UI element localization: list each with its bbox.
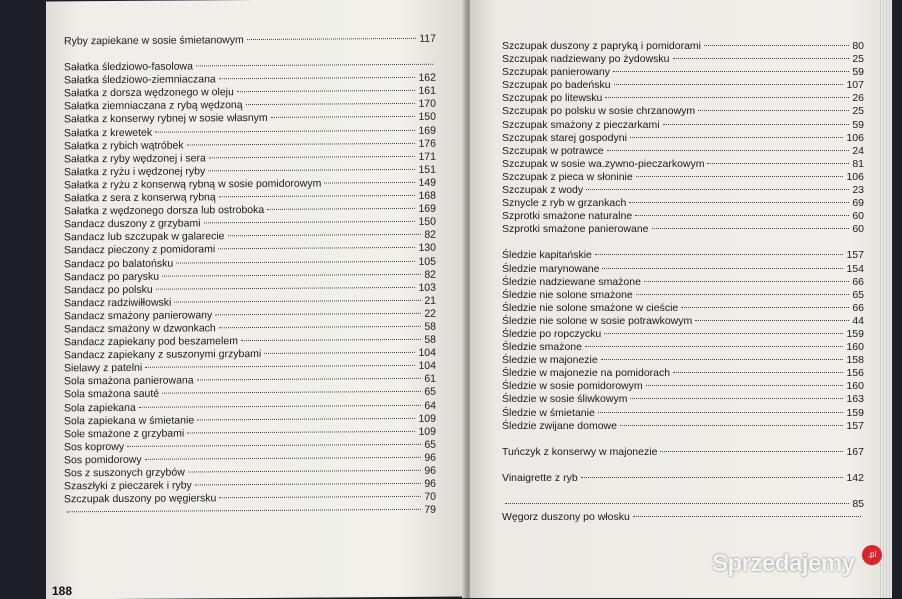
- entry-title: Śledzie kapitańskie: [502, 249, 592, 262]
- entry-title: Sałatka ziemniaczana z rybą wędzoną: [64, 99, 243, 113]
- entry-page: 44: [852, 314, 864, 327]
- entry-page: 69: [852, 197, 864, 210]
- entry-page: 96: [424, 464, 436, 477]
- index-entry: [502, 407, 864, 420]
- entry-page: 21: [424, 294, 436, 307]
- entry-page: 64: [424, 399, 436, 412]
- section-gap: [502, 433, 864, 446]
- index-entry: [502, 446, 864, 459]
- entry-page: 60: [852, 223, 864, 236]
- entry-title: Sandacz zapiekany z suszonymi grzybami: [64, 348, 262, 362]
- index-entry: [502, 511, 864, 524]
- dot-leader: [707, 162, 849, 164]
- dot-leader: [630, 136, 844, 138]
- right-page: [470, 0, 892, 598]
- entry-title: Sałatka śledziowo-fasolowa: [64, 60, 193, 74]
- entry-page: 163: [846, 393, 864, 406]
- entry-page: 158: [846, 354, 864, 367]
- index-entry: [502, 276, 864, 289]
- dot-leader: [264, 351, 415, 354]
- entry-page: 104: [418, 359, 436, 373]
- dot-leader: [187, 142, 416, 146]
- index-entry: [502, 393, 864, 406]
- dot-leader: [630, 397, 843, 399]
- index-entry: [502, 341, 864, 354]
- entry-title: Śledzie w majonezie: [502, 354, 598, 367]
- entry-page: 157: [846, 419, 864, 432]
- entry-title: Sos koprowy: [64, 440, 125, 454]
- dot-leader: [586, 188, 849, 190]
- index-entry: [502, 223, 864, 236]
- dot-leader: [145, 364, 415, 368]
- entry-title: Sałatka z dorsza wędzonego w oleju: [64, 86, 234, 100]
- entry-page: 159: [846, 327, 864, 340]
- dot-leader: [208, 168, 415, 171]
- dot-leader: [197, 377, 422, 381]
- dot-leader: [187, 430, 415, 434]
- entry-page: 66: [852, 301, 864, 314]
- dot-leader: [219, 325, 422, 328]
- entry-title: Szczupak duszony po węgiersku: [64, 492, 217, 506]
- entry-title: Sandacz duszony z grzybami: [64, 217, 201, 231]
- entry-page: 169: [418, 202, 436, 215]
- watermark-logo: Sprzedajemy: [712, 550, 855, 577]
- dot-leader: [644, 280, 849, 282]
- index-entry: [502, 53, 864, 66]
- index-entry: [502, 498, 864, 511]
- entry-page: 103: [418, 281, 436, 294]
- index-entry: [64, 504, 436, 520]
- dot-leader: [635, 214, 849, 216]
- index-entry: [502, 315, 864, 328]
- entry-page: 23: [852, 184, 864, 197]
- entry-title: Tuńczyk z konserwy w majonezie: [502, 445, 658, 458]
- entry-page: 26: [852, 92, 864, 105]
- entry-page: 162: [418, 71, 436, 85]
- entry-title: Sznycle z ryb w grzankach: [502, 197, 627, 210]
- entry-page: 96: [424, 477, 436, 490]
- entry-title: Śledzie w sosie śliwkowym: [502, 393, 628, 406]
- entry-title: Szczupak po badeńsku: [502, 79, 611, 92]
- section-gap: [502, 459, 864, 472]
- entry-title: Szczupak panierowany: [502, 66, 610, 79]
- entry-page: 150: [418, 111, 436, 124]
- index-entry: [502, 472, 864, 485]
- entry-page: 82: [424, 268, 436, 281]
- entry-title: Szczupak z wody: [502, 184, 584, 197]
- entry-title: Sandacz radziwiłłowski: [64, 296, 172, 310]
- entry-title: Śledzie nie solone smażone: [502, 288, 633, 301]
- dot-leader: [155, 128, 415, 132]
- dot-leader: [652, 227, 850, 229]
- index-entry: [502, 158, 864, 171]
- index-entry: [502, 302, 864, 315]
- dot-leader: [595, 253, 844, 255]
- dot-leader: [613, 70, 849, 72]
- entry-page: 160: [846, 341, 864, 354]
- entry-page: 161: [418, 85, 436, 98]
- entry-title: Sola zapiekana w śmietanie: [64, 414, 195, 427]
- index-entry: [502, 367, 864, 380]
- entry-page: 169: [418, 124, 436, 137]
- index-entry: [502, 420, 864, 433]
- entry-title: Sandacz pieczony z pomidorami: [64, 243, 216, 257]
- page-number: 188: [52, 584, 73, 598]
- entry-page: 58: [424, 320, 436, 333]
- left-index-list: [64, 33, 436, 520]
- dot-leader: [646, 384, 844, 386]
- dot-leader: [145, 456, 422, 460]
- entry-page: 170: [418, 98, 436, 111]
- entry-title: Szczupak w sosie wa.zywno-pieczarkowym: [502, 157, 705, 170]
- entry-title: Szczupak nadziewany po żydowsku: [502, 53, 670, 66]
- dot-leader: [195, 482, 422, 486]
- dot-leader: [162, 390, 421, 394]
- dot-leader: [139, 403, 422, 407]
- index-entry: [502, 79, 864, 92]
- entry-page: 80: [852, 40, 864, 52]
- watermark-badge: .pl: [862, 545, 882, 565]
- entry-page: 167: [846, 445, 864, 458]
- index-entry: [502, 105, 864, 118]
- dot-leader: [620, 424, 843, 426]
- entry-page: 117: [419, 32, 436, 45]
- entry-page: 66: [852, 275, 864, 288]
- dot-leader: [607, 149, 850, 151]
- entry-title: Szczupak po polsku w sosie chrzanowym: [502, 105, 696, 118]
- dot-leader: [215, 312, 421, 315]
- entry-page: 85: [852, 497, 864, 510]
- entry-page: 70: [424, 490, 436, 504]
- entry-title: Sandacz po polsku: [64, 283, 153, 297]
- dot-leader: [605, 96, 849, 98]
- entry-title: Śledzie nie solone w sosie potrawkowym: [502, 314, 693, 327]
- entry-page: 154: [846, 262, 864, 275]
- entry-title: Sole smażone z grzybami: [64, 427, 185, 441]
- entry-title: Sos pomidorowy: [64, 453, 142, 467]
- entry-title: Śledzie po ropczycku: [502, 327, 602, 340]
- entry-page: 109: [418, 412, 436, 425]
- entry-title: Sałatka z sera z konserwą rybną: [64, 191, 216, 205]
- entry-page: 104: [418, 346, 436, 360]
- dot-leader: [219, 495, 421, 498]
- dot-leader: [219, 194, 416, 197]
- dot-leader: [127, 443, 421, 447]
- dot-leader: [704, 44, 849, 46]
- dot-leader: [663, 123, 850, 125]
- entry-title: Szczupak starej gospodyni: [502, 131, 627, 144]
- entry-title: Sałatka z rybich wątróbek: [64, 139, 184, 152]
- dot-leader: [601, 358, 844, 360]
- entry-title: Śledzie nie solone smażone w cieście: [502, 301, 679, 314]
- entry-page: 171: [418, 150, 436, 163]
- entry-title: Sałatka z ryby wędzonej i sera: [64, 152, 206, 166]
- index-entry: [502, 380, 864, 393]
- entry-title: Sałatka z ryżu z konserwą rybną w sosie pomidorowym: [64, 177, 322, 192]
- dot-leader: [505, 502, 849, 504]
- dot-leader: [197, 417, 415, 421]
- entry-title: Sałatka śledziowo-ziemniaczana: [64, 73, 216, 87]
- entry-page: 25: [852, 53, 864, 66]
- entry-page: 65: [852, 288, 864, 301]
- entry-title: Szczupak z pieca w słoninie: [502, 170, 633, 183]
- section-gap: [502, 485, 864, 498]
- dot-leader: [695, 319, 849, 321]
- entry-title: Śledzie w śmietanie: [502, 406, 595, 419]
- index-entry: [502, 210, 864, 223]
- entry-page: 24: [852, 144, 864, 157]
- entry-title: Śledzie nadziewane smażone: [502, 275, 641, 288]
- dot-leader: [681, 306, 849, 308]
- index-entry: [502, 66, 864, 79]
- entry-page: 106: [846, 170, 864, 183]
- entry-page: 109: [418, 425, 436, 438]
- dot-leader: [629, 201, 849, 203]
- index-entry: [502, 92, 864, 105]
- dot-leader: [598, 411, 844, 413]
- entry-page: 96: [424, 451, 436, 464]
- dot-leader: [581, 476, 844, 478]
- entry-page: 107: [846, 79, 864, 92]
- entry-title: Węgorz duszony po włosku: [502, 511, 630, 523]
- dot-leader: [271, 115, 416, 118]
- entry-title: Sandacz smażony panierowany: [64, 309, 213, 323]
- dot-leader: [228, 233, 422, 236]
- dot-leader: [219, 76, 416, 79]
- index-entry: [502, 197, 864, 210]
- dot-leader: [218, 246, 415, 249]
- index-entry: [502, 119, 864, 132]
- entry-title: Sałatka z konserwy rybnej w sosie własnym: [64, 112, 268, 126]
- entry-page: 149: [418, 176, 436, 189]
- dot-leader: [174, 299, 421, 303]
- left-page: [46, 0, 466, 599]
- entry-title: Szprotki smażone naturalne: [502, 210, 633, 223]
- dot-leader: [67, 508, 421, 512]
- index-entry: [502, 354, 864, 367]
- index-entry: [502, 171, 864, 184]
- dot-leader: [209, 155, 416, 158]
- entry-page: 130: [418, 242, 436, 255]
- dot-leader: [204, 220, 416, 223]
- dot-leader: [633, 515, 861, 517]
- entry-title: Sandacz po parysku: [64, 270, 160, 283]
- entry-title: Śledzie w majonezie na pomidorach: [502, 367, 671, 380]
- dot-leader: [614, 83, 844, 85]
- entry-page: 58: [424, 333, 436, 346]
- entry-title: Szaszłyki z pieczarek i ryby: [64, 479, 192, 493]
- entry-page: 22: [424, 307, 436, 320]
- dot-leader: [156, 286, 416, 290]
- entry-title: Śledzie w sosie pomidorowym: [502, 380, 643, 393]
- entry-title: Sałatka z krewetek: [64, 126, 153, 139]
- entry-title: Sola zapiekana: [64, 401, 136, 414]
- dot-leader: [246, 102, 416, 105]
- entry-page: 157: [846, 249, 864, 262]
- entry-page: 79: [424, 504, 436, 517]
- dot-leader: [267, 207, 415, 210]
- entry-page: 168: [418, 189, 436, 202]
- index-entry: [502, 145, 864, 158]
- dot-leader: [698, 109, 849, 111]
- dot-leader: [660, 450, 843, 452]
- entry-page: 159: [846, 406, 864, 419]
- entry-title: Sałatka z ryżu i wędzonej ryby: [64, 165, 206, 179]
- index-entry: [502, 249, 864, 262]
- entry-title: Szprotki smażone panierowane: [502, 223, 649, 236]
- entry-page: 176: [418, 137, 436, 150]
- dot-leader: [636, 293, 850, 295]
- dot-leader: [196, 63, 433, 67]
- dot-leader: [604, 332, 843, 334]
- entry-page: 156: [846, 367, 864, 380]
- entry-title: Śledzie marynowane: [502, 262, 600, 275]
- entry-page: 82: [424, 229, 436, 242]
- entry-page: 25: [852, 105, 864, 118]
- dot-leader: [673, 371, 843, 373]
- entry-title: Sola smażona panierowana: [64, 374, 194, 388]
- entry-page: 59: [852, 118, 864, 131]
- entry-page: 160: [846, 380, 864, 393]
- dot-leader: [324, 181, 415, 184]
- index-entry: [502, 289, 864, 302]
- entry-title: Szczupak smażony z pieczarkami: [502, 118, 660, 131]
- entry-title: Sandacz zapiekany pod beszamelem: [64, 335, 238, 349]
- entry-title: Śledzie zwijane domowe: [502, 419, 617, 432]
- entry-title: Sos z suszonych grzybów: [64, 466, 185, 480]
- entry-page: 59: [852, 66, 864, 79]
- entry-page: 60: [852, 210, 864, 223]
- dot-leader: [673, 57, 850, 59]
- entry-page: 150: [418, 215, 436, 229]
- right-index-list: [502, 40, 864, 524]
- index-entry: [502, 40, 864, 53]
- entry-page: 81: [852, 157, 864, 170]
- dot-leader: [237, 89, 416, 92]
- entry-title: Vinaigrette z ryb: [502, 471, 578, 484]
- entry-title: Sandacz po balatońsku: [64, 257, 174, 270]
- index-entry: [502, 263, 864, 276]
- dot-leader: [602, 267, 843, 269]
- dot-leader: [636, 175, 844, 177]
- dot-leader: [241, 338, 421, 341]
- entry-title: Sola smażona sauté: [64, 388, 160, 401]
- entry-title: Szczupak po litewsku: [502, 92, 603, 105]
- entry-title: Sandacz smażony w dzwonkach: [64, 322, 216, 336]
- entry-page: 105: [418, 255, 436, 268]
- dot-leader: [585, 345, 844, 347]
- entry-title: Śledzie smażone: [502, 341, 582, 354]
- index-entry: [502, 132, 864, 145]
- index-entry: [502, 328, 864, 341]
- entry-title: Szczupak duszony z papryką i pomidorami: [502, 40, 702, 52]
- dot-leader: [176, 259, 415, 263]
- entry-title: Sałatka z wędzonego dorsza lub ostroboka: [64, 204, 265, 218]
- entry-page: 151: [418, 163, 436, 176]
- entry-title: Sielawy z patelni: [64, 362, 143, 375]
- entry-page: 61: [424, 373, 436, 386]
- index-entry: [502, 184, 864, 197]
- entry-page: 142: [846, 471, 864, 484]
- entry-page: 65: [424, 386, 436, 399]
- entry-title: Szczupak w potrawce: [502, 144, 604, 157]
- page-edges: [878, 0, 892, 598]
- dot-leader: [162, 272, 421, 276]
- entry-title: Sandacz lub szczupak w galarecie: [64, 230, 225, 244]
- entry-page: 106: [846, 131, 864, 144]
- entry-title: Ryby zapiekane w sosie śmietanowym: [64, 34, 244, 48]
- dot-leader: [247, 37, 417, 40]
- entry-page: 65: [424, 438, 436, 451]
- dot-leader: [188, 469, 422, 473]
- section-gap: [502, 236, 864, 249]
